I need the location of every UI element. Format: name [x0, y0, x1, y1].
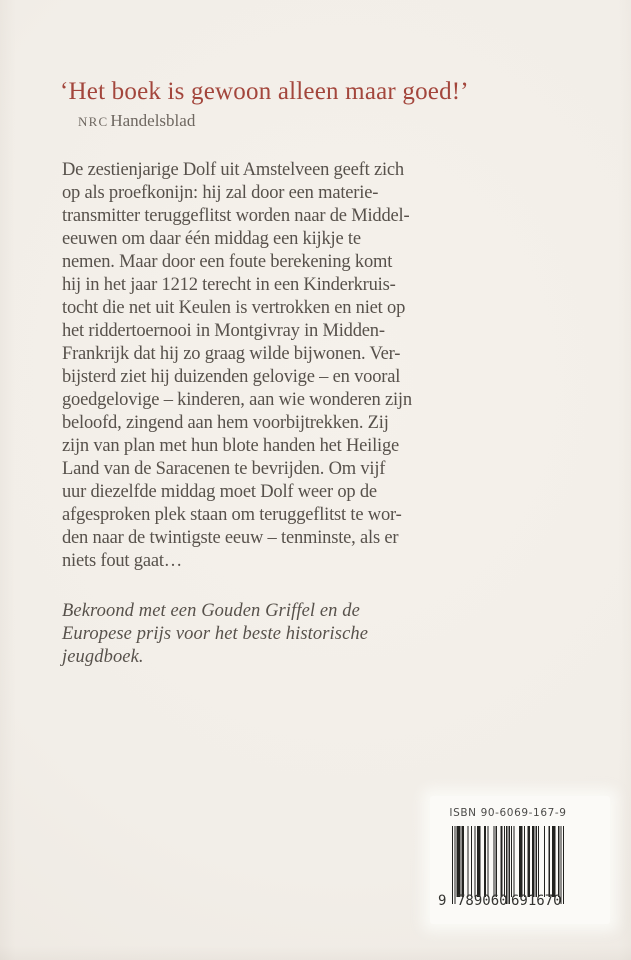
barcode-digit-group1: 789060	[457, 893, 508, 909]
text-line: den naar de twintigste eeuw – tenminste, als er	[62, 528, 399, 548]
text-line: transmitter teruggeflitst worden naar de Middel-	[62, 206, 410, 226]
award-note	[62, 600, 368, 669]
review-attribution	[78, 111, 195, 131]
text-line: nemen. Maar door een foute berekening komt	[62, 252, 393, 272]
text-line: goedgelovige – kinderen, aan wie wonderen zijn	[62, 390, 412, 410]
text-line: jeugdboek.	[62, 647, 144, 667]
synopsis-text	[62, 159, 412, 573]
text-line: Bekroond met een Gouden Griffel en de	[62, 601, 360, 621]
text-line: op als proefkonijn: hij zal door een materie-	[62, 183, 379, 203]
text-line: uur diezelfde middag moet Dolf weer op de	[62, 482, 377, 502]
text-line: het riddertoernooi in Montgivray in Midden-	[62, 321, 385, 341]
text-line: Europese prijs voor het beste historische	[62, 624, 369, 644]
barcode-digits	[430, 893, 610, 911]
barcode-digit-lead: 9	[438, 893, 447, 909]
text-line: tocht die net uit Keulen is vertrokken en niet op	[62, 298, 406, 318]
barcode-digit-group2: 691670	[511, 893, 562, 909]
text-line: hij in het jaar 1212 terecht in een Kinderkruis-	[62, 275, 396, 295]
review-source-name: Handelsblad	[110, 111, 196, 130]
review-quote: ‘Het boek is gewoon alleen maar goed!’	[60, 78, 469, 105]
barcode-label	[430, 796, 610, 924]
text-line: afgesproken plek staan om teruggeflitst te wor-	[62, 505, 402, 525]
text-line: beloofd, zingend aan hem voorbijtrekken. Zij	[62, 413, 389, 433]
text-line: Land van de Saracenen te bevrijden. Om vijf	[62, 459, 386, 479]
text-line: zijn van plan met hun blote handen het Heilige	[62, 436, 400, 456]
text-line: bijsterd ziet hij duizenden gelovige – en vooral	[62, 367, 401, 387]
text-line: Frankrijk dat hij zo graag wilde bijwonen. Ver-	[62, 344, 401, 364]
text-line: niets fout gaat…	[62, 551, 183, 571]
text-line: De zestienjarige Dolf uit Amstelveen geeft zich	[62, 160, 404, 180]
review-source-abbr: NRC	[78, 114, 109, 129]
text-line: eeuwen om daar één middag een kijkje te	[62, 229, 361, 249]
isbn-text: ISBN 90-6069-167-9	[449, 807, 567, 819]
